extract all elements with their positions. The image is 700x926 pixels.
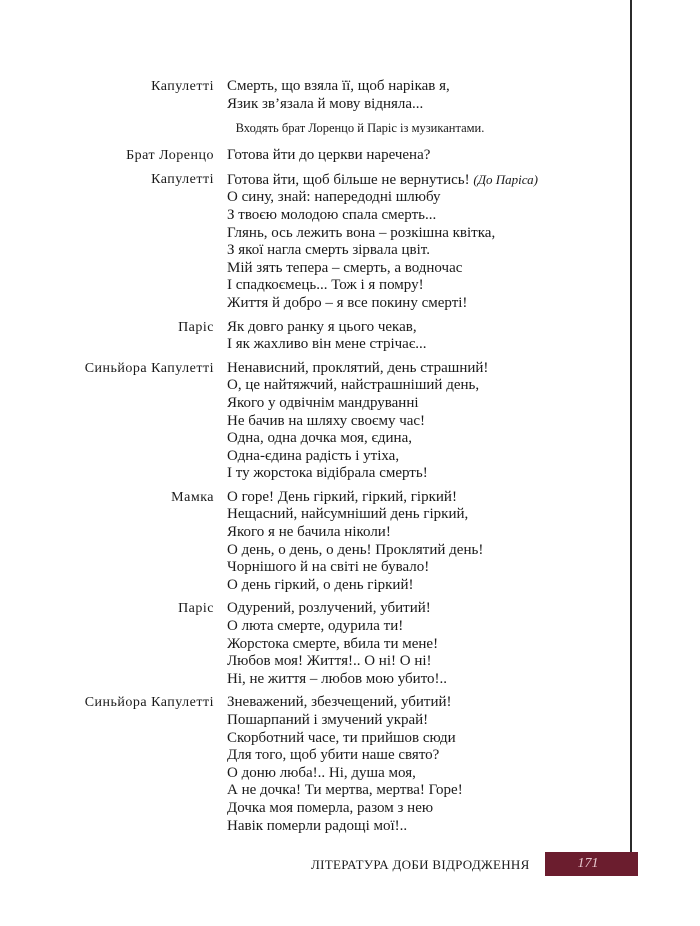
verse-line: Не бачив на шляху своєму час! bbox=[227, 412, 426, 429]
verse-line: Життя й добро – я все покину смерті! bbox=[227, 294, 468, 311]
verse-line: Готова йти до церкви наречена? bbox=[227, 147, 431, 164]
verse-line: Якого я не бачила ніколи! bbox=[227, 524, 391, 541]
verse-line: І ту жорстока відібрала смерть! bbox=[227, 465, 428, 482]
verse-line: Нещасний, найсумніший день гіркий, bbox=[227, 506, 469, 523]
speaker-name: Мамка bbox=[171, 489, 214, 505]
speech-capulet-1 bbox=[0, 78, 700, 113]
verse-line: Навік померли радощі мої!.. bbox=[227, 817, 408, 834]
speech-nurse bbox=[0, 489, 700, 595]
speaker-name: Синьйора Капулетті bbox=[84, 360, 214, 376]
speaker-name: Синьйора Капулетті bbox=[84, 695, 214, 711]
verse-line: А не дочка! Ти мертва, мертва! Горе! bbox=[227, 782, 463, 799]
play-text bbox=[0, 78, 700, 841]
verse-line: Зневажений, збезчещений, убитий! bbox=[227, 694, 452, 711]
verse-line: Смерть, що взяла її, щоб нарікав я, bbox=[227, 78, 450, 94]
verse-line: О, це найтяжчий, найстрашніший день, bbox=[227, 377, 480, 394]
speaker-name: Паріс bbox=[178, 601, 214, 617]
speech-lorenzo bbox=[0, 147, 700, 165]
verse-line: Як довго ранку я цього чекав, bbox=[227, 318, 417, 335]
verse-line: З твоєю молодою спала смерть... bbox=[227, 206, 437, 223]
verse-line: Для того, щоб убити наше свято? bbox=[227, 747, 440, 764]
verse-line: Ненависний, проклятий, день страшний! bbox=[227, 359, 489, 376]
verse-line: Жорстока смерте, вбила ти мене! bbox=[227, 635, 439, 652]
verse-line-with-aside bbox=[227, 171, 700, 190]
verse-line: Дочка моя померла, разом з нею bbox=[227, 799, 434, 816]
speech-paris-1 bbox=[0, 319, 700, 354]
verse-line: О люта смерте, одурила ти! bbox=[227, 618, 404, 635]
speech-lady-capulet-1 bbox=[0, 360, 700, 483]
speech-capulet-2 bbox=[0, 171, 700, 313]
verse-line: І спадкоємець... Тож і я помру! bbox=[227, 277, 424, 294]
verse-line: Любов моя! Життя!.. О ні! О ні! bbox=[227, 653, 432, 670]
running-footer-title: ЛІТЕРАТУРА ДОБИ ВІДРОДЖЕННЯ bbox=[311, 857, 530, 872]
verse-line: І як жахливо він мене стрічає... bbox=[227, 336, 427, 353]
verse-line: О день, о день, о день! Проклятий день! bbox=[227, 541, 484, 558]
verse-line: Одурений, розлучений, убитий! bbox=[227, 600, 431, 617]
speaker-name: Брат Лоренцо bbox=[126, 148, 214, 164]
verse-line: Пошарпаний і змучений украй! bbox=[227, 712, 429, 728]
verse-line: Язик зв’язала й мову відняла... bbox=[227, 95, 424, 112]
verse-line: Одна-єдина радість і утіха, bbox=[227, 447, 400, 464]
verse-line: Одна, одна дочка моя, єдина, bbox=[227, 430, 412, 447]
verse-line: О доню люба!.. Ні, душа моя, bbox=[227, 764, 416, 781]
page-number: 171 bbox=[577, 856, 599, 871]
aside-direction: (До Паріса) bbox=[473, 171, 538, 187]
verse-text: Готова йти, щоб більше не вернутись! bbox=[227, 171, 470, 188]
verse-line: Чорнішого й на світі не бувало! bbox=[227, 559, 430, 576]
verse-line: О сину, знай: напередодні шлюбу bbox=[227, 189, 441, 206]
speech-paris-2 bbox=[0, 600, 700, 688]
speaker-name: Паріс bbox=[178, 319, 214, 335]
verse-line: Глянь, ось лежить вона – розкішна квітка, bbox=[227, 224, 496, 241]
speech-lady-capulet-2 bbox=[0, 694, 700, 835]
stage-direction: Входять брат Лоренцо й Паріс із музикантами. bbox=[235, 121, 485, 136]
verse-line: О горе! День гіркий, гіркий, гіркий! bbox=[227, 488, 457, 505]
verse-line: Якого у одвічнім мандруванні bbox=[227, 394, 419, 411]
verse-line: Скорботний часе, ти прийшов сюди bbox=[227, 729, 456, 746]
speaker-name: Капулетті bbox=[151, 171, 214, 187]
speaker-name: Капулетті bbox=[151, 79, 214, 94]
verse-line: О день гіркий, о день гіркий! bbox=[227, 576, 414, 593]
verse-line: Мій зять тепера – смерть, а водночас bbox=[227, 259, 463, 276]
verse-line: З якої нагла смерть зірвала цвіт. bbox=[227, 242, 430, 259]
verse-line: Ні, не життя – любов мою убито!.. bbox=[227, 670, 448, 687]
